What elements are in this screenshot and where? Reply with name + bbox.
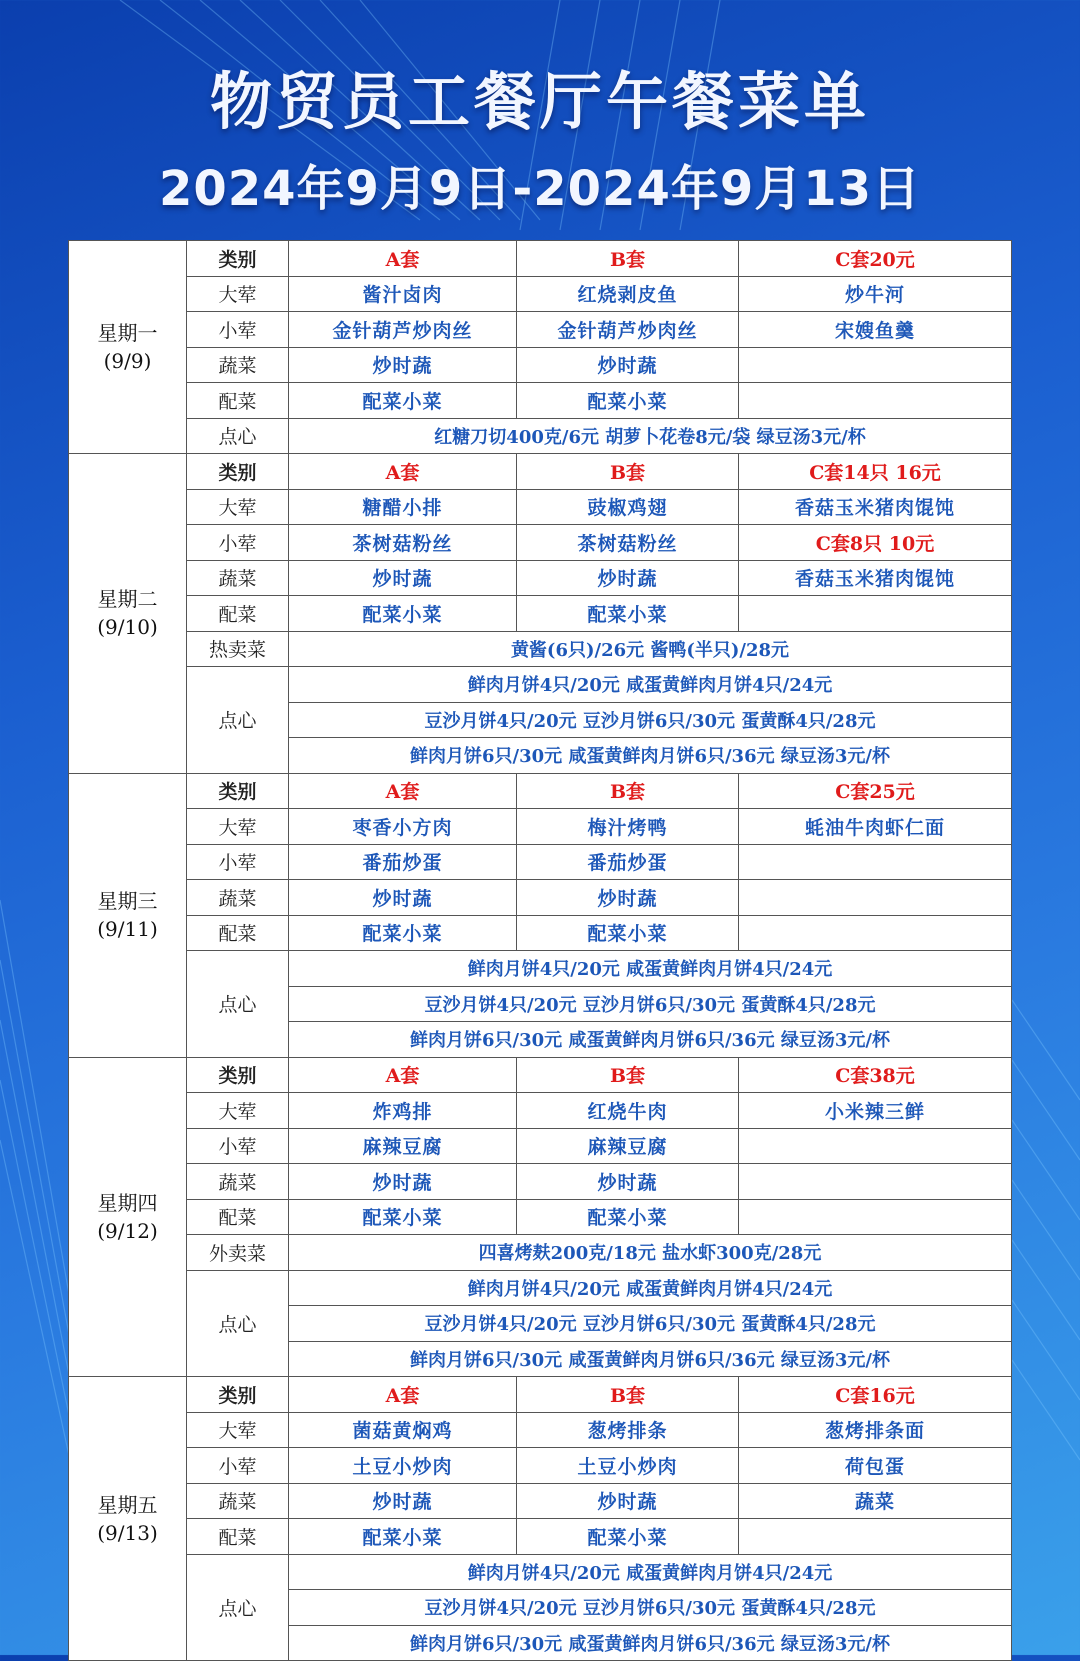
- date-range: 2024年9月9日-2024年9月13日: [158, 161, 922, 217]
- dish-cell: 蚝油牛肉虾仁面: [739, 809, 1012, 845]
- category-label: 大荤: [187, 1412, 289, 1448]
- category-label: 小荤: [187, 844, 289, 880]
- category-label: 配菜: [187, 1199, 289, 1235]
- set-a-header: A套: [289, 454, 517, 490]
- table-row: [69, 844, 1012, 880]
- table-row: [69, 418, 1012, 454]
- set-c-small-price: C套8只 10元: [739, 525, 1012, 561]
- dish-cell: 荷包蛋: [739, 1448, 1012, 1484]
- dish-cell: 茶树菇粉丝: [517, 525, 739, 561]
- dish-cell: 炒时蔬: [289, 1483, 517, 1519]
- snack-line: 豆沙月饼4只/20元 豆沙月饼6只/30元 蛋黄酥4只/28元: [289, 986, 1012, 1022]
- dish-cell: 配菜小菜: [289, 915, 517, 951]
- category-label: 点心: [187, 667, 289, 774]
- dish-cell: 红烧牛肉: [517, 1093, 739, 1129]
- set-b-header: B套: [517, 241, 739, 277]
- dish-cell: 炒时蔬: [517, 347, 739, 383]
- table-row: [69, 1128, 1012, 1164]
- dish-cell: 金针葫芦炒肉丝: [289, 312, 517, 348]
- table-row: [69, 312, 1012, 348]
- dish-cell: 宋嫂鱼羹: [739, 312, 1012, 348]
- table-row: [69, 951, 1012, 987]
- table-row: [69, 1164, 1012, 1200]
- category-label: 蔬菜: [187, 347, 289, 383]
- dish-cell: 炒时蔬: [289, 560, 517, 596]
- dish-cell: 枣香小方肉: [289, 809, 517, 845]
- table-row: [69, 525, 1012, 561]
- category-header: 类别: [187, 454, 289, 490]
- category-label: 配菜: [187, 596, 289, 632]
- table-row: [69, 1057, 1012, 1093]
- category-label: 点心: [187, 418, 289, 454]
- dish-cell: [739, 1164, 1012, 1200]
- day-cell: [69, 241, 187, 454]
- dish-cell: 土豆小炒肉: [517, 1448, 739, 1484]
- dish-cell: [739, 844, 1012, 880]
- dish-cell: 葱烤排条面: [739, 1412, 1012, 1448]
- dish-cell: 茶树菇粉丝: [289, 525, 517, 561]
- category-label: 大荤: [187, 489, 289, 525]
- day-name: 星期二: [97, 587, 158, 612]
- category-header: 类别: [187, 241, 289, 277]
- dish-cell: 配菜小菜: [289, 596, 517, 632]
- category-label: 配菜: [187, 1519, 289, 1555]
- day-cell: [69, 1057, 187, 1377]
- dish-cell: 麻辣豆腐: [517, 1128, 739, 1164]
- table-row: [69, 667, 1012, 703]
- category-label: 蔬菜: [187, 1483, 289, 1519]
- day-date: (9/12): [97, 1218, 158, 1243]
- set-b-header: B套: [517, 454, 739, 490]
- dish-cell: 炒时蔬: [289, 347, 517, 383]
- category-label: 大荤: [187, 1093, 289, 1129]
- table-row: [69, 773, 1012, 809]
- set-c-header: C套38元: [739, 1057, 1012, 1093]
- category-label: 配菜: [187, 915, 289, 951]
- dish-cell: 麻辣豆腐: [289, 1128, 517, 1164]
- table-row: [69, 347, 1012, 383]
- category-header: 类别: [187, 1377, 289, 1413]
- dish-cell: 炒时蔬: [289, 1164, 517, 1200]
- table-row: [69, 241, 1012, 277]
- dish-cell: 配菜小菜: [517, 915, 739, 951]
- dish-cell: 土豆小炒肉: [289, 1448, 517, 1484]
- snack-line: 豆沙月饼4只/20元 豆沙月饼6只/30元 蛋黄酥4只/28元: [289, 1590, 1012, 1626]
- dish-cell: 豉椒鸡翅: [517, 489, 739, 525]
- lunch-menu-table: [68, 240, 1012, 1661]
- day-name: 星期一: [97, 321, 158, 345]
- day-name: 星期三: [97, 889, 158, 913]
- dish-cell: 番茄炒蛋: [517, 844, 739, 880]
- day-date: (9/11): [97, 917, 158, 941]
- table-row: [69, 631, 1012, 667]
- category-label: 小荤: [187, 1128, 289, 1164]
- table-row: [69, 1235, 1012, 1271]
- table-row: [69, 454, 1012, 490]
- category-label: 蔬菜: [187, 1164, 289, 1200]
- dish-cell: 配菜小菜: [289, 1199, 517, 1235]
- dish-cell: 蔬菜: [739, 1483, 1012, 1519]
- snack-line: 鲜肉月饼4只/20元 咸蛋黄鲜肉月饼4只/24元: [289, 1554, 1012, 1590]
- set-a-header: A套: [289, 1377, 517, 1413]
- dish-cell: [739, 880, 1012, 916]
- category-label: 热卖菜: [187, 631, 289, 667]
- set-b-header: B套: [517, 773, 739, 809]
- set-a-header: A套: [289, 773, 517, 809]
- category-label: 点心: [187, 1554, 289, 1661]
- dish-cell: [739, 596, 1012, 632]
- dish-cell: [739, 1519, 1012, 1555]
- dish-cell: 炒时蔬: [517, 880, 739, 916]
- table-row: [69, 1377, 1012, 1413]
- day-cell: [69, 773, 187, 1057]
- dish-cell: [739, 915, 1012, 951]
- category-label: 大荤: [187, 809, 289, 845]
- dish-cell: 配菜小菜: [517, 596, 739, 632]
- table-row: [69, 1270, 1012, 1306]
- dish-cell: 配菜小菜: [517, 1519, 739, 1555]
- dish-cell: 梅汁烤鸭: [517, 809, 739, 845]
- table-row: [69, 276, 1012, 312]
- table-row: [69, 1412, 1012, 1448]
- dish-cell: 葱烤排条: [517, 1412, 739, 1448]
- snack-line: 红糖刀切400克/6元 胡萝卜花卷8元/袋 绿豆汤3元/杯: [289, 418, 1012, 454]
- snack-line: 鲜肉月饼6只/30元 咸蛋黄鲜肉月饼6只/36元 绿豆汤3元/杯: [289, 1341, 1012, 1377]
- category-label: 外卖菜: [187, 1235, 289, 1271]
- table-row: [69, 383, 1012, 419]
- snack-line: 鲜肉月饼6只/30元 咸蛋黄鲜肉月饼6只/36元 绿豆汤3元/杯: [289, 1022, 1012, 1058]
- snack-line: 鲜肉月饼6只/30元 咸蛋黄鲜肉月饼6只/36元 绿豆汤3元/杯: [289, 1625, 1012, 1661]
- category-label: 小荤: [187, 312, 289, 348]
- table-row: [69, 1448, 1012, 1484]
- category-label: 点心: [187, 1270, 289, 1377]
- dish-cell: 配菜小菜: [517, 383, 739, 419]
- table-row: [69, 809, 1012, 845]
- category-label: 配菜: [187, 383, 289, 419]
- table-row: [69, 880, 1012, 916]
- set-b-header: B套: [517, 1377, 739, 1413]
- category-label: 小荤: [187, 525, 289, 561]
- table-row: [69, 1519, 1012, 1555]
- dish-cell: 炒牛河: [739, 276, 1012, 312]
- day-date: (9/10): [97, 615, 158, 640]
- table-row: [69, 915, 1012, 951]
- set-a-header: A套: [289, 241, 517, 277]
- category-label: 大荤: [187, 276, 289, 312]
- set-c-header: C套14只 16元: [739, 454, 1012, 490]
- table-row: [69, 596, 1012, 632]
- day-cell: [69, 1377, 187, 1661]
- table-row: [69, 1093, 1012, 1129]
- dish-cell: 配菜小菜: [289, 1519, 517, 1555]
- set-b-header: B套: [517, 1057, 739, 1093]
- dish-cell: 配菜小菜: [289, 383, 517, 419]
- dish-cell: 炒时蔬: [517, 1164, 739, 1200]
- dish-cell: 菌菇黄焖鸡: [289, 1412, 517, 1448]
- dish-cell: 糖醋小排: [289, 489, 517, 525]
- dish-cell: [739, 383, 1012, 419]
- dish-cell: 红烧剥皮鱼: [517, 276, 739, 312]
- takeaway-line: 四喜烤麸200克/18元 盐水虾300克/28元: [289, 1235, 1012, 1271]
- dish-cell: 炒时蔬: [289, 880, 517, 916]
- set-c-header: C套16元: [739, 1377, 1012, 1413]
- dish-cell: 番茄炒蛋: [289, 844, 517, 880]
- dish-cell: 酱汁卤肉: [289, 276, 517, 312]
- dish-cell: [739, 1199, 1012, 1235]
- day-cell: [69, 454, 187, 774]
- snack-line: 鲜肉月饼4只/20元 咸蛋黄鲜肉月饼4只/24元: [289, 951, 1012, 987]
- set-a-header: A套: [289, 1057, 517, 1093]
- snack-line: 鲜肉月饼4只/20元 咸蛋黄鲜肉月饼4只/24元: [289, 667, 1012, 703]
- day-date: (9/13): [97, 1520, 158, 1545]
- table-row: [69, 1554, 1012, 1590]
- day-name: 星期五: [97, 1492, 158, 1517]
- dish-cell: 金针葫芦炒肉丝: [517, 312, 739, 348]
- table-row: [69, 1199, 1012, 1235]
- hot-sale-line: 黄酱(6只)/26元 酱鸭(半只)/28元: [289, 631, 1012, 667]
- category-header: 类别: [187, 1057, 289, 1093]
- category-label: 蔬菜: [187, 880, 289, 916]
- dish-cell: 香菇玉米猪肉馄饨: [739, 560, 1012, 596]
- category-header: 类别: [187, 773, 289, 809]
- snack-line: 豆沙月饼4只/20元 豆沙月饼6只/30元 蛋黄酥4只/28元: [289, 702, 1012, 738]
- dish-cell: 炒时蔬: [517, 560, 739, 596]
- page-title: 物贸员工餐厅午餐菜单: [209, 65, 870, 138]
- dish-cell: 香菇玉米猪肉馄饨: [739, 489, 1012, 525]
- dish-cell: 炒时蔬: [517, 1483, 739, 1519]
- dish-cell: 炸鸡排: [289, 1093, 517, 1129]
- category-label: 蔬菜: [187, 560, 289, 596]
- day-date: (9/9): [103, 349, 152, 373]
- set-c-header: C套20元: [739, 241, 1012, 277]
- set-c-header: C套25元: [739, 773, 1012, 809]
- table-row: [69, 489, 1012, 525]
- dish-cell: [739, 347, 1012, 383]
- dish-cell: 配菜小菜: [517, 1199, 739, 1235]
- category-label: 小荤: [187, 1448, 289, 1484]
- table-row: [69, 560, 1012, 596]
- snack-line: 鲜肉月饼4只/20元 咸蛋黄鲜肉月饼4只/24元: [289, 1270, 1012, 1306]
- snack-line: 豆沙月饼4只/20元 豆沙月饼6只/30元 蛋黄酥4只/28元: [289, 1306, 1012, 1342]
- dish-cell: 小米辣三鲜: [739, 1093, 1012, 1129]
- dish-cell: [739, 1128, 1012, 1164]
- day-name: 星期四: [97, 1190, 158, 1215]
- table-row: [69, 1483, 1012, 1519]
- snack-line: 鲜肉月饼6只/30元 咸蛋黄鲜肉月饼6只/36元 绿豆汤3元/杯: [289, 738, 1012, 774]
- category-label: 点心: [187, 951, 289, 1058]
